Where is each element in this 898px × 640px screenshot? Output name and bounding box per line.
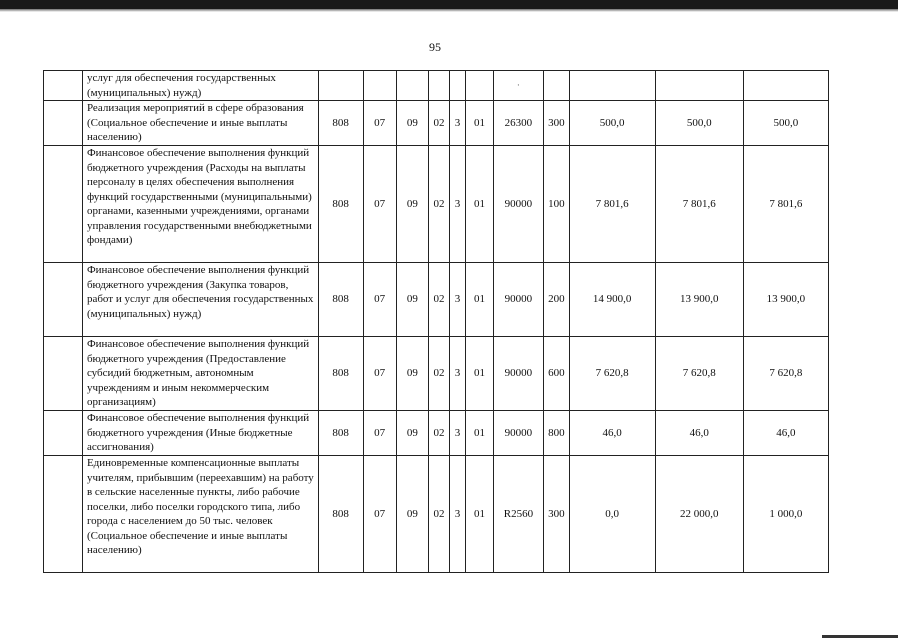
direction-code-cell bbox=[493, 71, 543, 101]
amount-year-1-cell: 14 900,0 bbox=[569, 263, 655, 337]
amount-year-2-cell: 46,0 bbox=[655, 411, 743, 456]
program-code-cell: 02 bbox=[429, 146, 449, 263]
amount-year-3-cell: 46,0 bbox=[743, 411, 828, 456]
row-number-cell bbox=[44, 263, 83, 337]
row-number-cell bbox=[44, 71, 83, 101]
amount-year-2-cell: 13 900,0 bbox=[655, 263, 743, 337]
subsection-code-cell: 09 bbox=[396, 146, 429, 263]
subsection-code-cell: 09 bbox=[396, 456, 429, 573]
section-code-cell: 07 bbox=[363, 263, 396, 337]
activity-code-cell: 01 bbox=[466, 146, 494, 263]
program-code-cell: 02 bbox=[429, 263, 449, 337]
table-row bbox=[44, 337, 829, 411]
table-row bbox=[44, 146, 829, 263]
activity-code-cell: 01 bbox=[466, 101, 494, 146]
amount-year-3-cell bbox=[743, 71, 828, 101]
direction-code-cell: R2560 bbox=[493, 456, 543, 573]
scan-mark: · bbox=[516, 80, 520, 91]
direction-code-cell: 90000 bbox=[493, 263, 543, 337]
description-cell: Единовременные компенсационные выплаты учителям, прибывшим (переехавшим) на работу в сельские населенные пункты, либо рабочие поселки, либо поселки городского типа, либо города с населением до 50 тыс. человек (Социальное обеспечение и иные выплаты населению) bbox=[82, 456, 318, 573]
expense-type-cell: 300 bbox=[544, 456, 570, 573]
description-cell: Финансовое обеспечение выполнения функций бюджетного учреждения (Расходы на выплаты персоналу в целях обеспечения выполнения функций государственными (муниципальными) органами, казенными учреждениями, органами управления государственными внебюджетными фондами) bbox=[82, 146, 318, 263]
row-number-cell bbox=[44, 456, 83, 573]
program-code-cell: 02 bbox=[429, 456, 449, 573]
direction-code-cell: 90000 bbox=[493, 411, 543, 456]
page-number: 95 bbox=[429, 40, 441, 54]
amount-year-2-cell: 7 801,6 bbox=[655, 146, 743, 263]
expense-type-cell: 100 bbox=[544, 146, 570, 263]
direction-code-cell: 90000 bbox=[493, 337, 543, 411]
program-code-cell bbox=[429, 71, 449, 101]
amount-year-3-cell: 13 900,0 bbox=[743, 263, 828, 337]
ministry-code-cell: 808 bbox=[318, 337, 363, 411]
activity-code-cell bbox=[466, 71, 494, 101]
expense-type-cell: 300 bbox=[544, 101, 570, 146]
direction-code-cell: 26300 bbox=[493, 101, 543, 146]
ministry-code-cell: 808 bbox=[318, 456, 363, 573]
subprogram-code-cell: 3 bbox=[449, 146, 465, 263]
activity-code-cell: 01 bbox=[466, 337, 494, 411]
subsection-code-cell: 09 bbox=[396, 411, 429, 456]
subprogram-code-cell: 3 bbox=[449, 263, 465, 337]
subsection-code-cell: 09 bbox=[396, 337, 429, 411]
subprogram-code-cell: 3 bbox=[449, 337, 465, 411]
amount-year-3-cell: 7 801,6 bbox=[743, 146, 828, 263]
amount-year-2-cell: 22 000,0 bbox=[655, 456, 743, 573]
amount-year-2-cell: 500,0 bbox=[655, 101, 743, 146]
subprogram-code-cell: 3 bbox=[449, 411, 465, 456]
amount-year-1-cell: 0,0 bbox=[569, 456, 655, 573]
amount-year-1-cell: 500,0 bbox=[569, 101, 655, 146]
program-code-cell: 02 bbox=[429, 411, 449, 456]
amount-year-3-cell: 500,0 bbox=[743, 101, 828, 146]
table-row bbox=[44, 71, 829, 101]
table-row bbox=[44, 456, 829, 573]
section-code-cell: 07 bbox=[363, 146, 396, 263]
amount-year-1-cell: 7 620,8 bbox=[569, 337, 655, 411]
ministry-code-cell: 808 bbox=[318, 101, 363, 146]
description-cell: Реализация мероприятий в сфере образования (Социальное обеспечение и иные выплаты населению) bbox=[82, 101, 318, 146]
budget-table bbox=[43, 70, 829, 573]
subprogram-code-cell: 3 bbox=[449, 101, 465, 146]
program-code-cell: 02 bbox=[429, 101, 449, 146]
subsection-code-cell: 09 bbox=[396, 263, 429, 337]
row-number-cell bbox=[44, 101, 83, 146]
subsection-code-cell: 09 bbox=[396, 101, 429, 146]
row-number-cell bbox=[44, 411, 83, 456]
subsection-code-cell bbox=[396, 71, 429, 101]
activity-code-cell: 01 bbox=[466, 411, 494, 456]
expense-type-cell: 200 bbox=[544, 263, 570, 337]
program-code-cell: 02 bbox=[429, 337, 449, 411]
ministry-code-cell bbox=[318, 71, 363, 101]
ministry-code-cell: 808 bbox=[318, 146, 363, 263]
activity-code-cell: 01 bbox=[466, 456, 494, 573]
ministry-code-cell: 808 bbox=[318, 411, 363, 456]
expense-type-cell: 600 bbox=[544, 337, 570, 411]
section-code-cell: 07 bbox=[363, 456, 396, 573]
row-number-cell bbox=[44, 146, 83, 263]
amount-year-2-cell bbox=[655, 71, 743, 101]
section-code-cell: 07 bbox=[363, 411, 396, 456]
scan-top-edge bbox=[0, 0, 898, 9]
scan-corner-mark bbox=[822, 635, 898, 638]
table-row bbox=[44, 411, 829, 456]
description-cell: услуг для обеспечения государственных (муниципальных) нужд) bbox=[82, 71, 318, 101]
row-number-cell bbox=[44, 337, 83, 411]
amount-year-2-cell: 7 620,8 bbox=[655, 337, 743, 411]
amount-year-1-cell: 46,0 bbox=[569, 411, 655, 456]
amount-year-3-cell: 1 000,0 bbox=[743, 456, 828, 573]
subprogram-code-cell: 3 bbox=[449, 456, 465, 573]
subprogram-code-cell bbox=[449, 71, 465, 101]
direction-code-cell: 90000 bbox=[493, 146, 543, 263]
scan-top-shadow bbox=[0, 9, 898, 12]
section-code-cell: 07 bbox=[363, 101, 396, 146]
description-cell: Финансовое обеспечение выполнения функций бюджетного учреждения (Закупка товаров, работ и услуг для обеспечения государственных (муниципальных) нужд) bbox=[82, 263, 318, 337]
description-cell: Финансовое обеспечение выполнения функций бюджетного учреждения (Предоставление субсидий бюджетным, автономным учреждениям и иным некоммерческим организациям) bbox=[82, 337, 318, 411]
table-row bbox=[44, 263, 829, 337]
section-code-cell: 07 bbox=[363, 337, 396, 411]
expense-type-cell bbox=[544, 71, 570, 101]
expense-type-cell: 800 bbox=[544, 411, 570, 456]
description-cell: Финансовое обеспечение выполнения функций бюджетного учреждения (Иные бюджетные ассигнования) bbox=[82, 411, 318, 456]
amount-year-3-cell: 7 620,8 bbox=[743, 337, 828, 411]
table-row bbox=[44, 101, 829, 146]
ministry-code-cell: 808 bbox=[318, 263, 363, 337]
amount-year-1-cell bbox=[569, 71, 655, 101]
section-code-cell bbox=[363, 71, 396, 101]
activity-code-cell: 01 bbox=[466, 263, 494, 337]
amount-year-1-cell: 7 801,6 bbox=[569, 146, 655, 263]
